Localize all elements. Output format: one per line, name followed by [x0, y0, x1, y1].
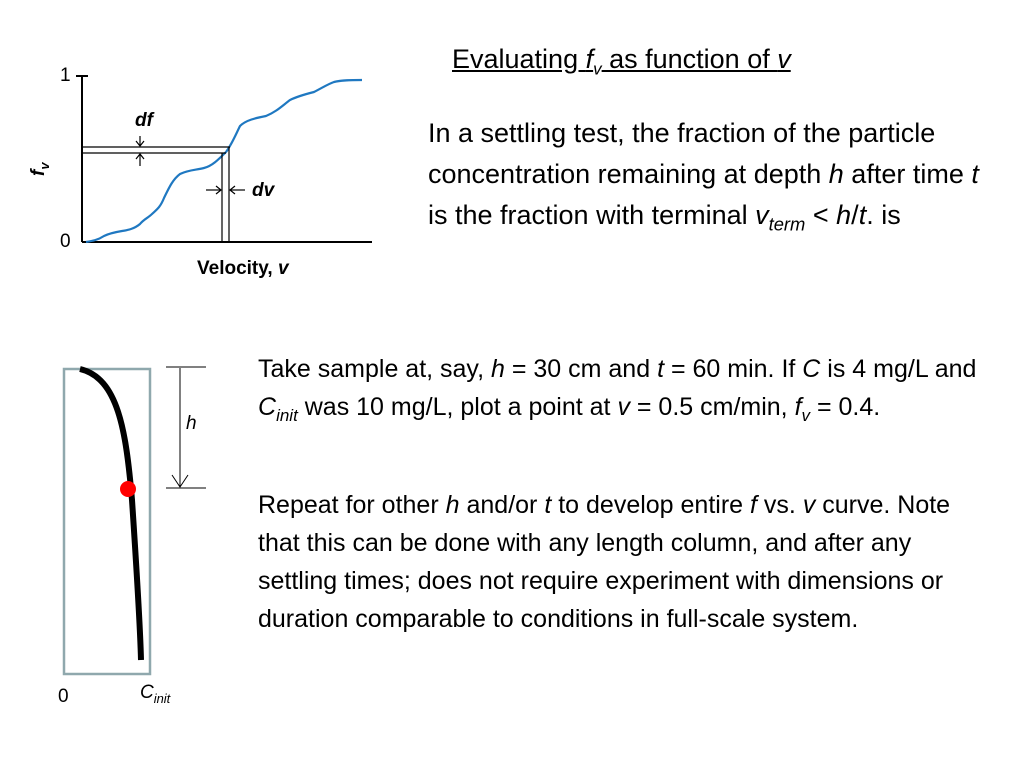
dv-label: dv	[252, 180, 275, 201]
c-init-label: $C_{init}$	[140, 682, 171, 706]
df-label: df	[135, 110, 153, 131]
sample-paragraph: Take sample at, say, h = 30 cm and t = 60 min. If C is 4 mg/L and $C_{init}$ was 10 mg/L, plot a point at v = 0.5 cm/min, $f_v = 0.4$.	[258, 355, 977, 425]
fv-curve	[86, 80, 362, 242]
slide-title: Evaluating $f_v$ as function of v	[452, 44, 791, 79]
y-axis-label: $f_v$	[28, 162, 52, 176]
intro-paragraph: In a settling test, the fraction of the particle concentration remaining at depth h after time t is the fraction with terminal $v_{term} < h/t$. is	[428, 118, 979, 235]
h-label: h	[186, 413, 197, 434]
y-tick-1: 1	[60, 65, 71, 86]
x-axis-label: Velocity, v	[197, 258, 289, 279]
column-zero-label: 0	[58, 686, 69, 707]
sample-point	[120, 481, 136, 497]
y-tick-0: 0	[60, 231, 71, 252]
concentration-curve	[80, 369, 141, 660]
repeat-paragraph: Repeat for other h and/or t to develop entire f vs. v curve. Note that this can be done with any length column, and after any settling times; does not require experiment with dimensions or duration comparable to conditions in full-scale system.	[258, 491, 951, 633]
